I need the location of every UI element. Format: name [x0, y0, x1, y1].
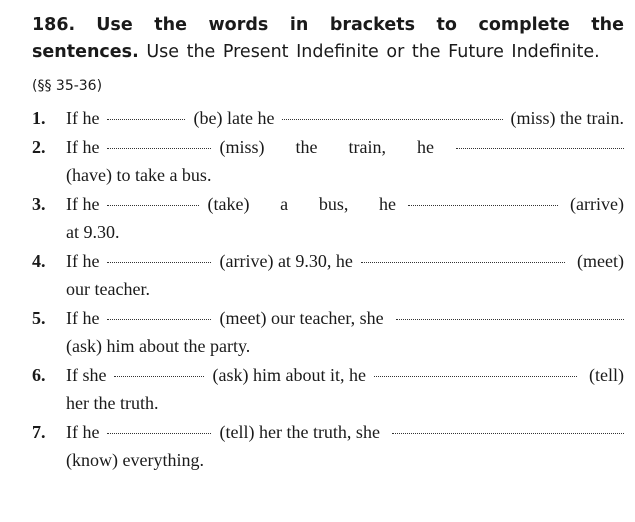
blank[interactable] — [107, 432, 211, 434]
item-number: 3. — [32, 193, 46, 214]
item-text: bus, — [318, 193, 349, 214]
item-text: train, — [348, 136, 386, 157]
blank[interactable] — [107, 204, 199, 206]
list-item — [32, 304, 624, 361]
item-continuation: (ask) him about the party. — [66, 336, 251, 356]
item-text: the — [295, 136, 318, 157]
list-item — [32, 418, 624, 475]
item-text: If he — [66, 193, 100, 214]
item-text: (ask) him about it, he — [212, 364, 366, 385]
exercise-number: 186. — [32, 15, 76, 35]
item-number: 2. — [32, 136, 46, 157]
list-item — [32, 190, 624, 247]
item-text: (meet) our teacher, she — [219, 307, 384, 328]
item-text: he — [379, 193, 397, 214]
item-text: he — [416, 136, 434, 157]
blank[interactable] — [107, 261, 211, 263]
blank[interactable] — [456, 147, 624, 149]
item-continuation: (know) everything. — [66, 450, 204, 470]
blank[interactable] — [408, 204, 558, 206]
blank[interactable] — [107, 118, 185, 120]
exercise-instruction — [32, 12, 624, 66]
item-continuation: (have) to take a bus. — [66, 165, 212, 185]
blank[interactable] — [361, 261, 565, 263]
item-text: (tell) — [589, 364, 624, 385]
item-text: (meet) — [577, 250, 624, 271]
item-number: 7. — [32, 421, 46, 442]
item-text: (miss) — [219, 136, 265, 157]
item-text: If he — [66, 108, 100, 128]
item-text: (arrive) at 9.30, he — [219, 250, 353, 271]
item-text: If he — [66, 421, 100, 442]
item-continuation: our teacher. — [66, 279, 150, 299]
item-continuation: at 9.30. — [66, 222, 120, 242]
item-number: 1. — [32, 108, 46, 128]
grammar-reference: (§§ 35-36) — [32, 78, 103, 94]
item-text: If she — [66, 364, 107, 385]
item-number: 4. — [32, 250, 46, 271]
instruction-rest: Use the Present Indefinite or the Future Indefinite. — [146, 42, 600, 62]
instruction-bold: Use the words in brackets to complete the sentences. — [32, 15, 624, 62]
list-item — [32, 104, 624, 133]
blank[interactable] — [114, 375, 204, 377]
item-text: (arrive) — [570, 193, 624, 214]
item-text: (miss) the train. — [510, 108, 624, 128]
item-text: (tell) her the truth, she — [219, 421, 380, 442]
item-text: (take) — [207, 193, 250, 214]
item-number: 6. — [32, 364, 46, 385]
item-text: a — [280, 193, 289, 214]
list-item — [32, 133, 624, 190]
blank[interactable] — [107, 147, 211, 149]
blank[interactable] — [374, 375, 577, 377]
item-continuation: her the truth. — [66, 393, 159, 413]
blank[interactable] — [396, 318, 624, 320]
exercise-page — [32, 12, 624, 475]
exercise-list — [32, 104, 624, 475]
item-number: 5. — [32, 307, 46, 328]
item-text: If he — [66, 250, 100, 271]
item-text: If he — [66, 307, 100, 328]
list-item — [32, 361, 624, 418]
blank[interactable] — [107, 318, 211, 320]
list-item — [32, 247, 624, 304]
item-text: (be) late he — [193, 108, 275, 128]
blank[interactable] — [282, 118, 502, 120]
blank[interactable] — [392, 432, 624, 434]
item-text: If he — [66, 136, 100, 157]
